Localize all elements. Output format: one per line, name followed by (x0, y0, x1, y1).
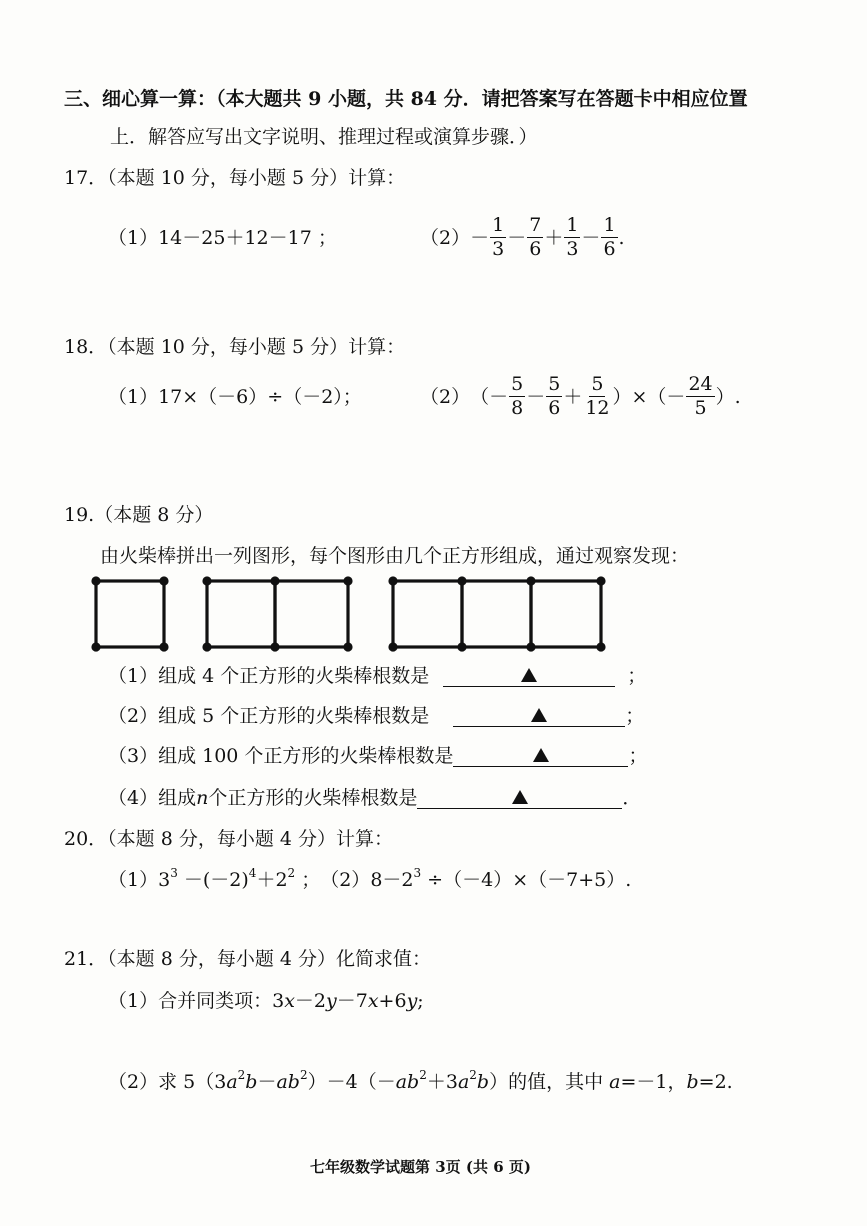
q19-part1 (108, 665, 646, 687)
q18-fraction-4: $\frac{24}{5}$ (688, 373, 713, 419)
answer-blank-3[interactable] (453, 745, 628, 767)
q19-part4 (108, 787, 641, 809)
q19-part4-pre: （4）组成 (108, 787, 197, 809)
answer-blank-2[interactable] (453, 705, 625, 727)
q21-part1-label: （1）合并同类项： (108, 990, 273, 1012)
q17-part2-label: （2） (420, 226, 471, 249)
q19-part2-text: （2）组成 5 个正方形的火柴棒根数是 (108, 705, 430, 727)
matchstick-figure-2 (204, 578, 351, 650)
triangle-marker-icon (533, 748, 549, 762)
answer-blank-1[interactable] (443, 665, 615, 687)
q17-part2: （2） － $\frac{1}{3}$ － $\frac{7}{6}$ ＋ $\frac{1}{3}$ － $\frac{1}{6}$ . (420, 214, 625, 260)
triangle-marker-icon (512, 790, 528, 804)
q19-part1-text: （1）组成 4 个正方形的火柴棒根数是 (108, 665, 430, 687)
q17-header: 17．（本题 10 分，每小题 5 分）计算： (64, 167, 406, 189)
q18-part2-label: （2） (420, 385, 471, 408)
q19-part4-post: 个正方形的火柴棒根数是 (208, 787, 418, 809)
q18-fraction-2: $\frac{5}{6}$ (548, 373, 561, 419)
q19-part2-punct: ； (625, 705, 645, 727)
q20-part2-label: （2） (329, 869, 371, 891)
q17-fraction-2: $\frac{7}{6}$ (529, 214, 542, 260)
section-heading-line2: 上．解答应写出文字说明、推理过程或演算步骤．） (110, 126, 538, 148)
q17-fraction-1: $\frac{1}{3}$ (492, 214, 505, 260)
q19-part3-text: （3）组成 100 个正方形的火柴棒根数是 (108, 745, 454, 767)
q19-part4-variable: n (196, 787, 209, 809)
q21-part2-label: （2）求 5（ (108, 1071, 215, 1093)
q21-header: 21．（本题 8 分，每小题 4 分）化简求值： (64, 948, 432, 970)
q18-header: 18．（本题 10 分，每小题 5 分）计算： (64, 336, 406, 358)
q19-header: 19.（本题 8 分） (64, 504, 214, 526)
q17-fraction-3: $\frac{1}{3}$ (566, 214, 579, 260)
q21-part2: （2）求 $5(3a^2b-ab^2)-4(-ab^2+3a^2b)$的值，其中 a=－1，b=2. (108, 1068, 733, 1093)
q20-part1-label: （1） (108, 869, 159, 891)
triangle-marker-icon (521, 668, 537, 682)
matchstick-figure-3 (390, 578, 604, 650)
q21-part1: （1）合并同类项：3x－2y－7x+6y; (108, 990, 424, 1012)
q20-header: 20．（本题 8 分，每小题 4 分）计算： (64, 828, 394, 850)
q18-part1: （1）17×（－6）÷（－2）； (108, 386, 362, 408)
q19-part4-punct: ． (622, 787, 642, 809)
q17-fraction-4: $\frac{1}{6}$ (603, 214, 616, 260)
matchstick-figures (80, 570, 620, 660)
q19-part3 (108, 745, 647, 767)
q18-fraction-1: $\frac{5}{8}$ (511, 373, 524, 419)
q19-part1-punct: ； (627, 665, 647, 687)
page-footer: 七年级数学试题第 3页 (共 6 页) (310, 1158, 531, 1176)
q20-parts: $(1)3^3 -(-2)^4+2^2$ ； $(2)8-2^3 \div(-4)\times(-7+5)$. (108, 866, 632, 891)
q21-part2-tail: 的值，其中 (508, 1071, 610, 1093)
q18-fraction-3: $\frac{5}{12}$ (585, 373, 610, 419)
triangle-marker-icon (531, 708, 547, 722)
q18-part2: （2） （－ $\frac{5}{8}$ － $\frac{5}{6}$ ＋ $\frac{5}{12}$ ）×（－ $\frac{24}{5}$ ）. (420, 373, 741, 419)
q19-part2 (108, 705, 644, 727)
q19-intro: 由火柴棒拼出一列图形，每个图形由几个正方形组成，通过观察发现： (100, 545, 690, 567)
section-heading-line1: 三、细心算一算：（本大题共 9 小题，共 84 分．请把答案写在答题卡中相应位置 (64, 88, 748, 110)
matchstick-figure-1 (93, 578, 167, 650)
q17-part1: （1）14－25＋12－17 ； (108, 227, 337, 249)
q19-part3-punct: ； (628, 745, 648, 767)
answer-blank-4[interactable] (417, 787, 622, 809)
